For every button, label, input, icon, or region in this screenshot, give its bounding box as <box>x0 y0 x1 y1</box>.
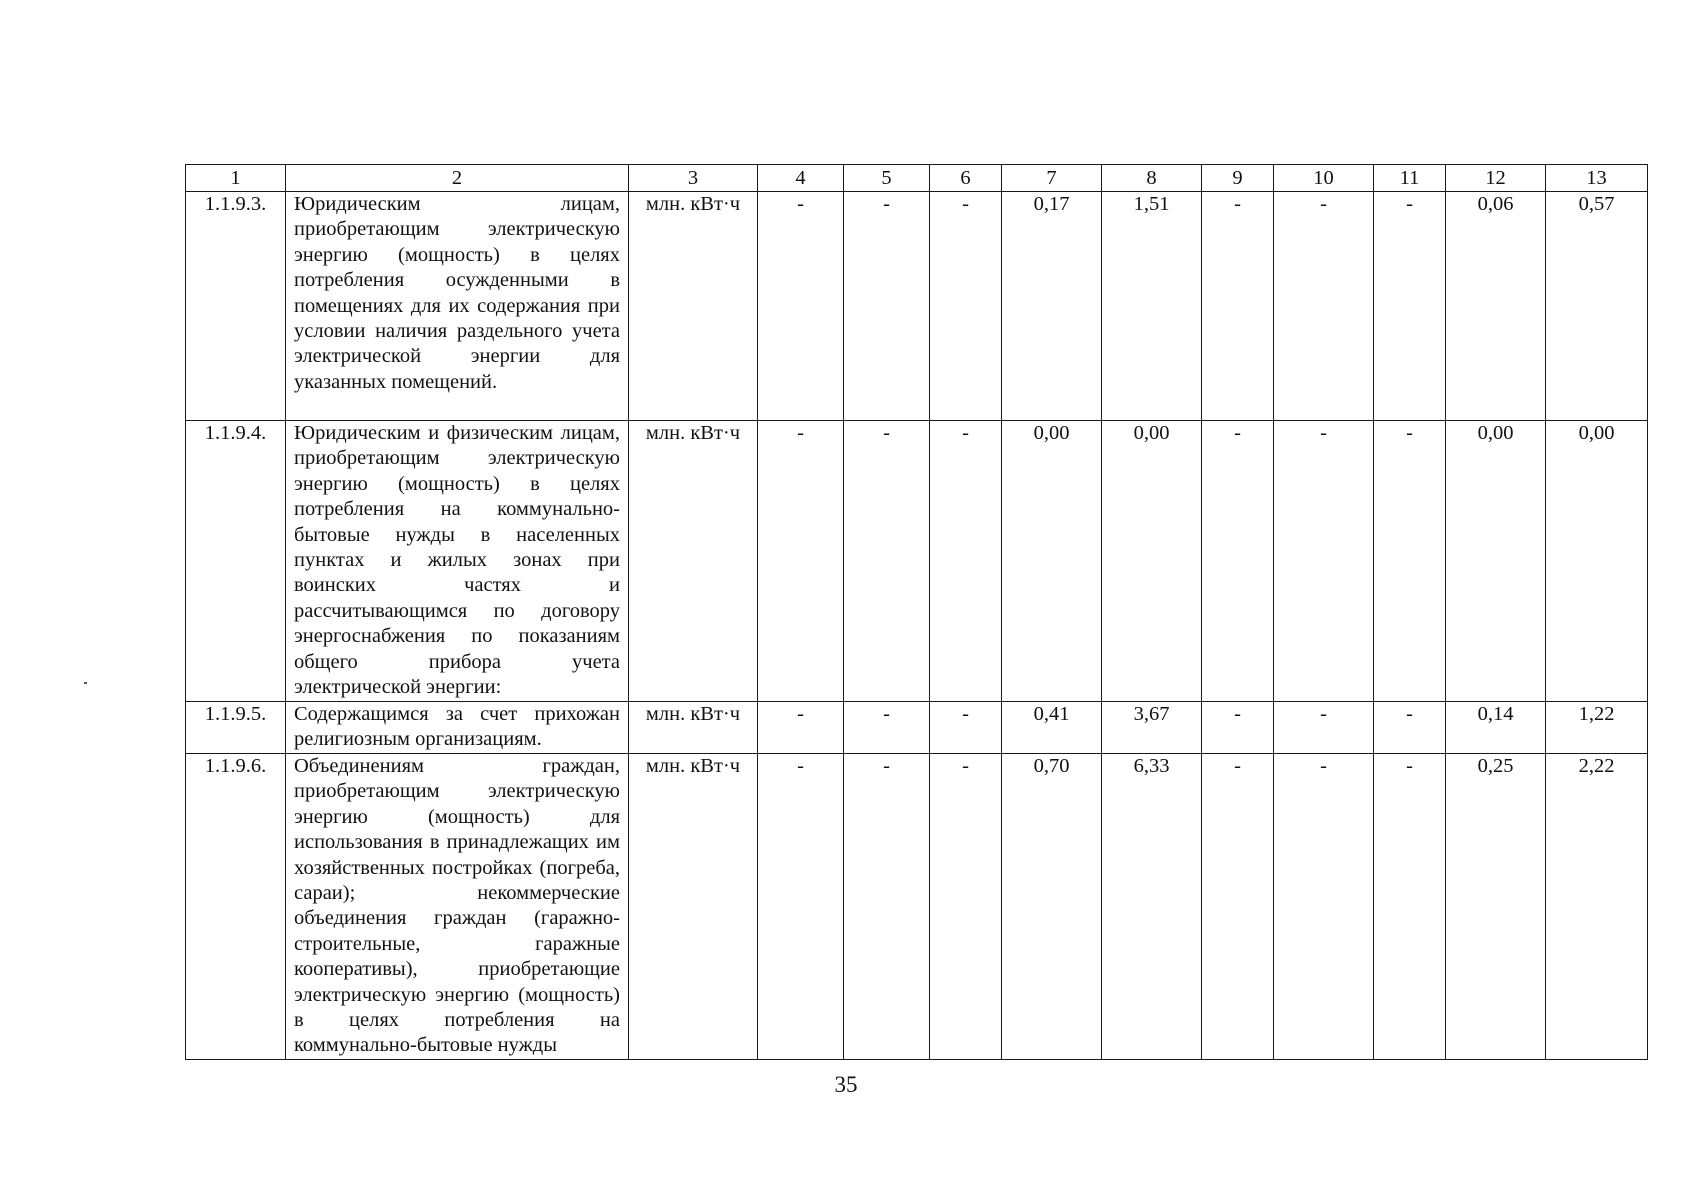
table-cell: - <box>1374 421 1446 702</box>
table-cell: - <box>930 702 1002 754</box>
column-header: 1 <box>186 165 286 192</box>
scan-speck <box>84 682 87 684</box>
table-cell: - <box>1274 702 1374 754</box>
table-cell: 0,41 <box>1002 702 1102 754</box>
table-cell: - <box>1374 754 1446 1060</box>
column-header: 8 <box>1102 165 1202 192</box>
row-description: Юридическим лицам, приобретающим электрическую энергию (мощность) в целях потребления осужденными в помещениях для их содержания при условии наличия раздельного учета электрической энергии для указанных помещений. <box>286 192 629 421</box>
table-cell: - <box>758 754 844 1060</box>
table-row <box>186 192 1648 421</box>
column-header: 6 <box>930 165 1002 192</box>
column-header: 3 <box>629 165 758 192</box>
table-cell: - <box>844 192 930 421</box>
column-header: 9 <box>1202 165 1274 192</box>
table-cell: - <box>758 702 844 754</box>
table-row <box>186 702 1648 754</box>
table-cell: 6,33 <box>1102 754 1202 1060</box>
table-cell: 0,57 <box>1546 192 1648 421</box>
row-unit: млн. кВт·ч <box>629 192 758 421</box>
column-header: 5 <box>844 165 930 192</box>
row-description: Содержащимся за счет прихожан религиозным организациям. <box>286 702 629 754</box>
table-cell: 0,00 <box>1102 421 1202 702</box>
table-cell: - <box>1374 702 1446 754</box>
table-cell: 3,67 <box>1102 702 1202 754</box>
row-unit: млн. кВт·ч <box>629 754 758 1060</box>
table-cell: - <box>930 421 1002 702</box>
table-cell: - <box>758 192 844 421</box>
row-unit: млн. кВт·ч <box>629 421 758 702</box>
row-number: 1.1.9.4. <box>186 421 286 702</box>
table-cell: - <box>1274 192 1374 421</box>
table-row <box>186 421 1648 702</box>
table-cell: - <box>1202 421 1274 702</box>
data-table <box>185 164 1648 1060</box>
row-number: 1.1.9.5. <box>186 702 286 754</box>
table-cell: 0,06 <box>1446 192 1546 421</box>
row-number: 1.1.9.3. <box>186 192 286 421</box>
table-cell: - <box>1202 192 1274 421</box>
table-cell: - <box>844 702 930 754</box>
table-cell: 0,25 <box>1446 754 1546 1060</box>
table-cell: 0,14 <box>1446 702 1546 754</box>
table-cell: 1,22 <box>1546 702 1648 754</box>
table-cell: - <box>1374 192 1446 421</box>
column-header: 11 <box>1374 165 1446 192</box>
table-cell: 2,22 <box>1546 754 1648 1060</box>
column-header: 2 <box>286 165 629 192</box>
table-cell: 0,00 <box>1546 421 1648 702</box>
table-cell: - <box>844 421 930 702</box>
table-cell: 0,17 <box>1002 192 1102 421</box>
table-cell: - <box>1202 754 1274 1060</box>
table-cell: - <box>1274 754 1374 1060</box>
table-cell: - <box>930 192 1002 421</box>
table-cell: - <box>844 754 930 1060</box>
table-cell: 1,51 <box>1102 192 1202 421</box>
column-header: 7 <box>1002 165 1102 192</box>
table-cell: 0,00 <box>1002 421 1102 702</box>
row-description: Объединениям граждан, приобретающим электрическую энергию (мощность) для использования в принадлежащих им хозяйственных постройках (погреба, сараи); некоммерческие объединения граждан (гаражно-строительные, гаражные кооперативы), приобретающие электрическую энергию (мощность) в целях потребления на коммунально-бытовые нужды <box>286 754 629 1060</box>
table-cell: - <box>1202 702 1274 754</box>
column-header: 10 <box>1274 165 1374 192</box>
row-number: 1.1.9.6. <box>186 754 286 1060</box>
row-unit: млн. кВт·ч <box>629 702 758 754</box>
row-description: Юридическим и физическим лицам, приобретающим электрическую энергию (мощность) в целях потребления на коммунально-бытовые нужды в населенных пунктах и жилых зонах при воинских частях и рассчитывающимся по договору энергоснабжения по показаниям общего прибора учета электрической энергии: <box>286 421 629 702</box>
table-cell: 0,70 <box>1002 754 1102 1060</box>
column-numbers-row <box>186 165 1648 192</box>
column-header: 13 <box>1546 165 1648 192</box>
table-cell: - <box>758 421 844 702</box>
column-header: 4 <box>758 165 844 192</box>
table-cell: - <box>1274 421 1374 702</box>
table-row <box>186 754 1648 1060</box>
column-header: 12 <box>1446 165 1546 192</box>
table-cell: - <box>930 754 1002 1060</box>
page-number: 35 <box>834 1072 858 1097</box>
table-cell: 0,00 <box>1446 421 1546 702</box>
